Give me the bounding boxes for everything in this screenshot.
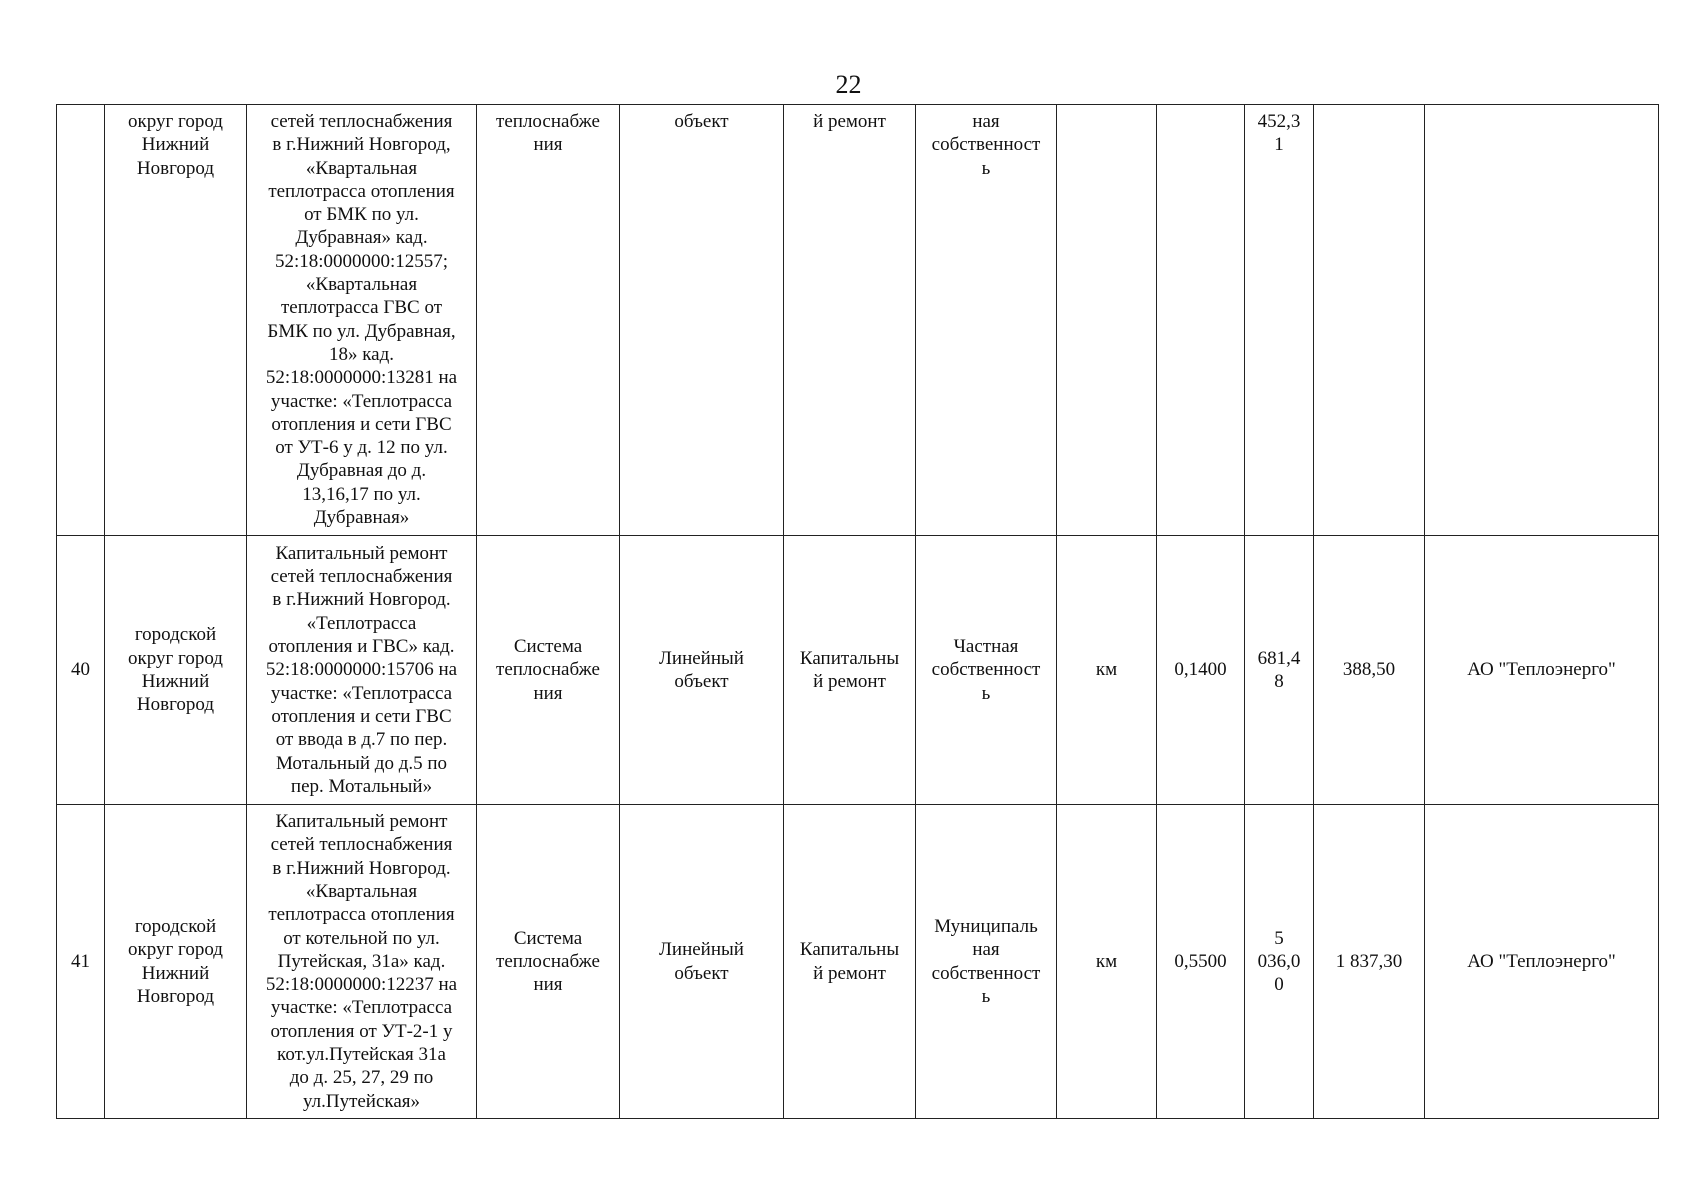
cell-num: 41 bbox=[57, 805, 105, 1119]
cell-cost1: 452,3 1 bbox=[1245, 105, 1314, 536]
cell-organization: АО "Теплоэнерго" bbox=[1425, 805, 1659, 1119]
table-row bbox=[57, 805, 1659, 1119]
cell-system: Система теплоснабже ния bbox=[477, 536, 620, 805]
cell-length: 0,1400 bbox=[1157, 536, 1245, 805]
cell-cost2: 1 837,30 bbox=[1314, 805, 1425, 1119]
cell-object-type: Линейный объект bbox=[620, 805, 784, 1119]
work-schedule-table bbox=[56, 104, 1659, 1119]
cell-length bbox=[1157, 105, 1245, 536]
cell-unit bbox=[1057, 105, 1157, 536]
cell-cost1: 5 036,0 0 bbox=[1245, 805, 1314, 1119]
cell-num: 40 bbox=[57, 536, 105, 805]
table-row bbox=[57, 536, 1659, 805]
cell-territory: городской округ город Нижний Новгород bbox=[105, 805, 247, 1119]
cell-num bbox=[57, 105, 105, 536]
cell-cost2 bbox=[1314, 105, 1425, 536]
cell-work-type: й ремонт bbox=[784, 105, 916, 536]
cell-cost1: 681,4 8 bbox=[1245, 536, 1314, 805]
cell-name: Капитальный ремонт сетей теплоснабжения в г.Нижний Новгород. «Квартальная теплотрасса отопления от котельной по ул. Путейская, 31а» кад. 52:18:0000000:12237 на участке: «Теплотрасса отопления от УТ-2-1 у кот.ул.Путейская 31а до д. 25, 27, 29 по ул.Путейская» bbox=[247, 805, 477, 1119]
cell-name: Капитальный ремонт сетей теплоснабжения в г.Нижний Новгород. «Теплотрасса отопления и ГВС» кад. 52:18:0000000:15706 на участке: «Теплотрасса отопления и сети ГВС от ввода в д.7 по пер. Мотальный до д.5 по пер. Мотальный» bbox=[247, 536, 477, 805]
cell-name: сетей теплоснабжения в г.Нижний Новгород, «Квартальная теплотрасса отопления от БМК по ул. Дубравная» кад. 52:18:0000000:12557; «Квартальная теплотрасса ГВС от БМК по ул. Дубравная, 18» кад. 52:18:0000000:13281 на участке: «Теплотрасса отопления и сети ГВС от УТ-6 у д. 12 по ул. Дубравная до д. 13,16,17 по ул. Дубравная» bbox=[247, 105, 477, 536]
cell-work-type: Капитальны й ремонт bbox=[784, 805, 916, 1119]
page-number: 22 bbox=[835, 70, 862, 99]
cell-unit: км bbox=[1057, 805, 1157, 1119]
cell-territory: округ город Нижний Новгород bbox=[105, 105, 247, 536]
cell-territory: городской округ город Нижний Новгород bbox=[105, 536, 247, 805]
cell-system: Система теплоснабже ния bbox=[477, 805, 620, 1119]
cell-object-type: объект bbox=[620, 105, 784, 536]
cell-organization bbox=[1425, 105, 1659, 536]
cell-ownership: ная собственност ь bbox=[916, 105, 1057, 536]
cell-cost2: 388,50 bbox=[1314, 536, 1425, 805]
cell-system: теплоснабже ния bbox=[477, 105, 620, 536]
cell-length: 0,5500 bbox=[1157, 805, 1245, 1119]
table-row bbox=[57, 105, 1659, 536]
cell-work-type: Капитальны й ремонт bbox=[784, 536, 916, 805]
cell-ownership: Частная собственност ь bbox=[916, 536, 1057, 805]
cell-unit: км bbox=[1057, 536, 1157, 805]
cell-organization: АО "Теплоэнерго" bbox=[1425, 536, 1659, 805]
cell-object-type: Линейный объект bbox=[620, 536, 784, 805]
cell-ownership: Муниципаль ная собственност ь bbox=[916, 805, 1057, 1119]
